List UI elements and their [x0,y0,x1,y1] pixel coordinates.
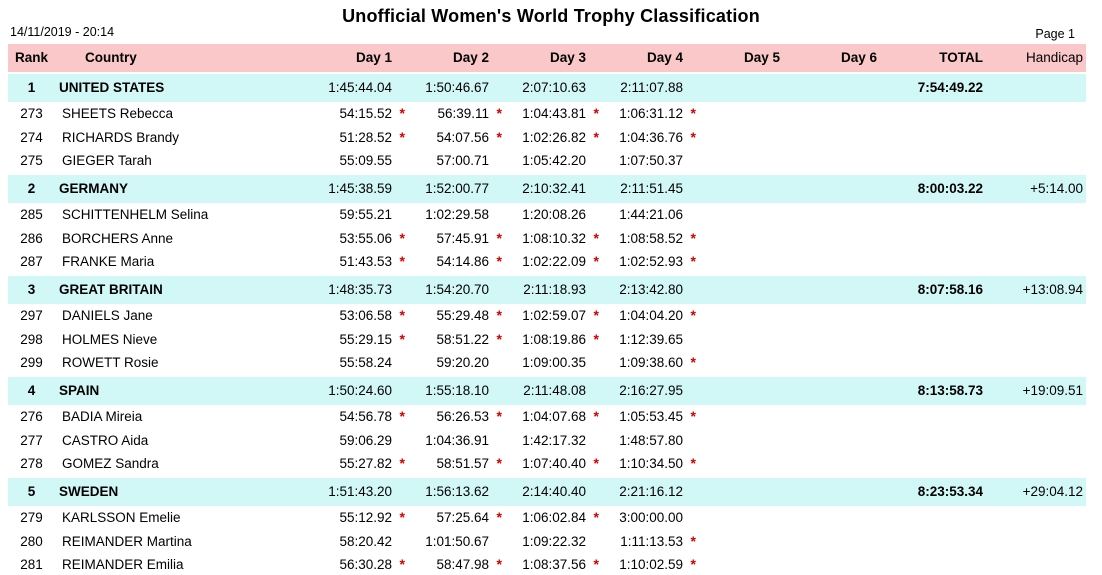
penalty-star-icon: * [399,330,405,347]
rider-name: KARLSSON Emelie [62,509,181,525]
penalty-star-icon: * [593,407,599,424]
rider-number: 276 [20,408,43,424]
rider-number: 299 [20,355,43,371]
rider-day3-time: 1:02:22.09 * [489,250,586,274]
penalty-star-icon: * [496,128,502,145]
team-day2-time: 1:55:18.10 [425,382,489,398]
rider-day3-time: 1:02:59.07 * [489,304,586,328]
rider-day3-time: 1:04:07.68 * [489,405,586,429]
rider-day1-time: 55:58.24 [339,355,392,371]
penalty-star-icon: * [593,229,599,246]
rider-day1-time: 53:06.58 * [295,304,392,328]
penalty-star-icon: * [399,508,405,525]
team-day1-time: 1:45:44.04 [328,80,392,95]
rider-number: 286 [20,230,43,246]
team-day1-time: 1:45:38.59 [328,180,392,196]
rider-day1-time: 54:15.52 * [295,102,392,126]
team-day2-time: 1:56:13.62 [425,483,489,499]
report-datetime: 14/11/2019 - 20:14 [10,25,115,39]
rider-row [8,553,1086,575]
rider-day3-time: 1:08:10.32 * [489,227,586,251]
team-day1-time: 1:51:43.20 [328,483,392,499]
team-total-time: 7:54:49.22 [917,80,983,95]
rider-day2-time: 57:25.64 * [392,506,489,530]
penalty-star-icon: * [593,455,599,472]
penalty-star-icon: * [496,306,502,323]
rider-day1-time: 56:30.28 * [295,553,392,575]
rider-day2-time: 54:07.56 * [392,126,489,150]
rider-row [8,351,1086,375]
rider-day2-time: 58:51.22 * [392,328,489,352]
rider-day2-time: 57:00.71 [436,153,489,169]
column-header-day3: Day 3 [549,50,586,65]
penalty-star-icon: * [496,508,502,525]
penalty-star-icon: * [496,330,502,347]
rider-number: 281 [20,557,43,573]
rider-day4-time: 1:04:04.20 * [586,304,683,328]
team-handicap: +19:09.51 [1022,382,1083,398]
team-section [8,74,1086,173]
team-handicap: +29:04.12 [1022,483,1083,499]
rider-name: SCHITTENHELM Selina [62,206,209,222]
penalty-star-icon: * [593,128,599,145]
penalty-star-icon: * [399,128,405,145]
rider-name: RICHARDS Brandy [62,129,180,145]
rider-day1-time: 55:27.82 * [295,452,392,476]
rider-number: 280 [20,533,43,549]
rider-row [8,530,1086,554]
team-rank: 3 [27,281,36,297]
penalty-star-icon: * [496,556,502,573]
rider-row [8,429,1086,453]
column-header-day2: Day 2 [452,50,489,65]
team-country: SPAIN [59,382,100,398]
rider-day3-time: 1:20:08.26 [522,206,586,222]
team-section [8,478,1086,575]
rider-day4-time: 1:09:38.60 * [586,351,683,375]
rider-day3-time: 1:07:40.40 * [489,452,586,476]
team-country: SWEDEN [59,483,119,499]
rider-day1-time: 55:12.92 * [295,506,392,530]
penalty-star-icon: * [399,229,405,246]
penalty-star-icon: * [496,253,502,270]
rider-name: BADIA Mireia [62,408,143,424]
team-day3-time: 2:11:48.08 [523,382,586,398]
column-header-total: TOTAL [939,50,983,65]
rider-day2-time: 54:14.86 * [392,250,489,274]
team-rank: 5 [27,483,36,499]
rider-day4-time: 3:00:00.00 [619,509,683,525]
rider-name: GOMEZ Sandra [62,456,159,472]
rider-number: 297 [20,307,43,323]
column-header-day6: Day 6 [840,50,877,65]
rider-name: REIMANDER Emilia [62,557,184,573]
rider-day4-time: 1:08:58.52 * [586,227,683,251]
team-total-time: 8:00:03.22 [917,180,983,196]
team-rank: 4 [27,382,36,398]
rider-row [8,149,1086,173]
column-header-rank: Rank [14,50,48,65]
rider-day4-time: 1:02:52.93 * [586,250,683,274]
rider-name: CASTRO Aida [62,432,149,448]
table-header-row [8,44,1086,72]
rider-day2-time: 55:29.48 * [392,304,489,328]
penalty-star-icon: * [399,105,405,121]
page-number: Page 1 [1035,27,1075,41]
penalty-star-icon: * [593,253,599,270]
team-row [8,276,1086,304]
penalty-star-icon: * [593,330,599,347]
penalty-star-icon: * [690,128,696,145]
penalty-star-icon: * [690,105,696,121]
team-section [8,175,1086,274]
rider-day3-time: 1:42:17.32 [522,432,586,448]
table-body [8,74,1086,575]
team-handicap: +5:14.00 [1030,180,1083,196]
rider-row [8,250,1086,274]
team-row [8,74,1086,102]
team-day3-time: 2:07:10.63 [522,80,586,95]
penalty-star-icon: * [690,229,696,246]
rider-number: 278 [20,456,43,472]
rider-day2-time: 58:47.98 * [392,553,489,575]
penalty-star-icon: * [399,407,405,424]
rider-day3-time: 1:09:00.35 [522,355,586,371]
penalty-star-icon: * [690,407,696,424]
column-header-country: Country [85,50,137,65]
team-day4-time: 2:11:51.45 [620,180,683,196]
penalty-star-icon: * [593,508,599,525]
rider-day4-time: 1:04:36.76 * [586,126,683,150]
rider-number: 285 [20,206,43,222]
rider-row [8,328,1086,352]
rider-name: BORCHERS Anne [62,230,174,246]
rider-number: 275 [20,153,43,169]
team-day4-time: 2:16:27.95 [619,382,683,398]
rider-day2-time: 58:51.57 * [392,452,489,476]
rider-row [8,227,1086,251]
team-day1-time: 1:48:35.73 [328,281,392,297]
column-header-day5: Day 5 [743,50,780,65]
rider-day2-time: 59:20.20 [436,355,489,371]
rider-day3-time: 1:09:22.32 [522,533,586,549]
column-header-handicap: Handicap [1025,50,1083,65]
team-total-time: 8:23:53.34 [917,483,983,499]
rider-name: DANIELS Jane [62,307,153,323]
rider-row [8,126,1086,150]
rider-number: 279 [20,509,43,525]
rider-day3-time: 1:04:43.81 * [489,102,586,126]
rider-day1-time: 59:55.21 [339,206,392,222]
rider-day3-time: 1:05:42.20 [522,153,586,169]
team-day2-time: 1:50:46.67 [425,80,489,95]
classification-table [8,44,1086,575]
rider-day4-time: 1:48:57.80 [619,432,683,448]
penalty-star-icon: * [690,532,696,549]
rider-name: SHEETS Rebecca [62,106,174,121]
team-total-time: 8:13:58.73 [917,382,983,398]
rider-day1-time: 51:28.52 * [295,126,392,150]
penalty-star-icon: * [690,306,696,323]
team-handicap: +13:08.94 [1022,281,1083,297]
column-header-day1: Day 1 [355,50,392,65]
rider-day1-time: 54:56.78 * [295,405,392,429]
rider-day2-time: 56:39.11 * [392,102,489,126]
penalty-star-icon: * [593,556,599,573]
rider-day3-time: 1:02:26.82 * [489,126,586,150]
team-day3-time: 2:14:40.40 [522,483,586,499]
rider-name: REIMANDER Martina [62,533,192,549]
rider-day4-time: 1:07:50.37 [619,153,683,169]
penalty-star-icon: * [690,253,696,270]
page-title: Unofficial Women's World Trophy Classification [342,6,760,26]
rider-number: 273 [20,106,43,121]
team-row [8,377,1086,405]
team-day2-time: 1:52:00.77 [425,180,489,196]
team-country: GERMANY [59,180,129,196]
rider-day1-time: 51:43.53 * [295,250,392,274]
rider-name: GIEGER Tarah [62,153,152,169]
penalty-star-icon: * [399,253,405,270]
team-day2-time: 1:54:20.70 [425,281,489,297]
rider-day1-time: 58:20.42 [339,533,392,549]
team-day4-time: 2:21:16.12 [619,483,683,499]
rider-name: ROWETT Rosie [62,355,159,371]
penalty-star-icon: * [399,556,405,573]
penalty-star-icon: * [399,455,405,472]
penalty-star-icon: * [496,455,502,472]
penalty-star-icon: * [690,556,696,573]
rider-day4-time: 1:10:02.59 * [586,553,683,575]
rider-day2-time: 1:01:50.67 [425,533,489,549]
rider-row [8,506,1086,530]
rider-day1-time: 59:06.29 [339,432,392,448]
team-country: UNITED STATES [59,80,165,95]
column-header-day4: Day 4 [646,50,683,65]
rider-day4-time: 1:10:34.50 * [586,452,683,476]
penalty-star-icon: * [496,407,502,424]
penalty-star-icon: * [690,354,696,371]
rider-row [8,203,1086,227]
rider-number: 277 [20,432,43,448]
team-day3-time: 2:11:18.93 [523,281,586,297]
rider-row [8,304,1086,328]
rider-number: 274 [20,129,43,145]
team-total-time: 8:07:58.16 [917,281,983,297]
team-section [8,276,1086,375]
team-rank: 1 [27,80,36,95]
team-row [8,175,1086,203]
team-country: GREAT BRITAIN [59,281,163,297]
team-day4-time: 2:11:07.88 [620,80,683,95]
rider-row [8,452,1086,476]
rider-name: HOLMES Nieve [62,331,158,347]
rider-day2-time: 57:45.91 * [392,227,489,251]
penalty-star-icon: * [593,105,599,121]
team-day1-time: 1:50:24.60 [328,382,392,398]
rider-day1-time: 53:55.06 * [295,227,392,251]
rider-number: 298 [20,331,43,347]
team-rank: 2 [27,180,36,196]
team-day3-time: 2:10:32.41 [522,180,586,196]
team-row [8,478,1086,506]
rider-day2-time: 1:02:29.58 [425,206,489,222]
penalty-star-icon: * [496,229,502,246]
rider-day2-time: 56:26.53 * [392,405,489,429]
penalty-star-icon: * [690,455,696,472]
penalty-star-icon: * [593,306,599,323]
team-day4-time: 2:13:42.80 [619,281,683,297]
rider-day3-time: 1:08:37.56 * [489,553,586,575]
team-section [8,377,1086,476]
rider-row [8,405,1086,429]
rider-row [8,102,1086,126]
rider-day4-time: 1:05:53.45 * [586,405,683,429]
rider-day4-time: 1:06:31.12 * [586,102,683,126]
rider-day4-time: 1:11:13.53 * [586,530,683,554]
rider-day4-time: 1:12:39.65 [619,331,683,347]
rider-day1-time: 55:09.55 [339,153,392,169]
rider-day1-time: 55:29.15 * [295,328,392,352]
penalty-star-icon: * [496,105,502,121]
rider-day3-time: 1:08:19.86 * [489,328,586,352]
rider-day3-time: 1:06:02.84 * [489,506,586,530]
rider-number: 287 [20,254,43,270]
rider-day4-time: 1:44:21.06 [619,206,683,222]
penalty-star-icon: * [399,306,405,323]
rider-day2-time: 1:04:36.91 [425,432,489,448]
rider-name: FRANKE Maria [62,254,155,270]
